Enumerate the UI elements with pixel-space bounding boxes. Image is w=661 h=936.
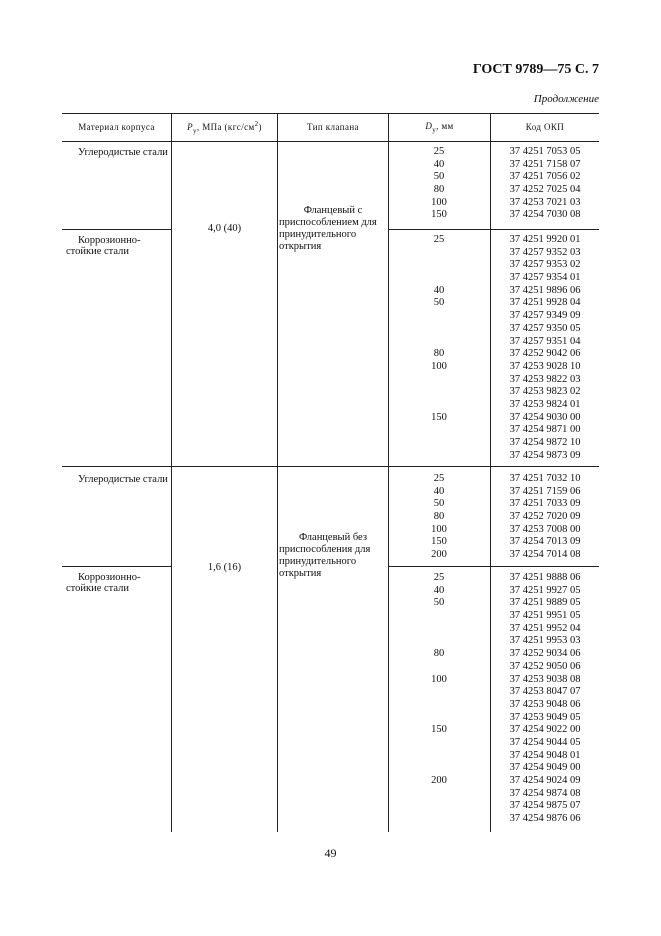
valve-type-1-rest: приспособлением для принудительного открытия bbox=[279, 217, 377, 252]
okp-code: 37 4257 9351 04 bbox=[509, 335, 581, 347]
column-rule-2 bbox=[277, 113, 278, 832]
dn-cell: 80 bbox=[433, 348, 445, 360]
dn-cell: 50 bbox=[433, 171, 445, 183]
continuation-label: Продолжение bbox=[533, 93, 599, 105]
dn-cell: 25 bbox=[433, 572, 445, 583]
dn-cell: 100 bbox=[431, 360, 447, 372]
pressure-value-2: 1,6 (16) bbox=[207, 562, 242, 573]
dn-cell: 150 bbox=[431, 724, 447, 736]
header-valve-type: Тип клапана bbox=[307, 122, 359, 132]
valve-type-1-line1: Фланцевый с bbox=[303, 205, 363, 216]
header-dn bbox=[389, 121, 490, 134]
dn-cell bbox=[388, 437, 490, 450]
dn-cell: 100 bbox=[431, 196, 447, 208]
okp-code: 37 4254 9872 10 bbox=[509, 437, 581, 448]
dn-cell: 200 bbox=[431, 549, 447, 561]
material-stainless-steel-1: Коррозионно-стойкие стали bbox=[66, 235, 141, 257]
material-divider-rule-1-right bbox=[388, 229, 599, 230]
dn-list-2b bbox=[388, 572, 490, 826]
document-header: ГОСТ 9789—75 С. 7 bbox=[472, 62, 599, 77]
material-divider-rule-2-right bbox=[388, 566, 599, 567]
dn-cell bbox=[388, 686, 490, 699]
okp-code: 37 4252 9034 06 bbox=[509, 648, 581, 660]
dn-cell: 150 bbox=[431, 411, 447, 423]
okp-code: 37 4251 7056 02 bbox=[509, 171, 581, 183]
dn-cell: 25 bbox=[433, 473, 445, 484]
page-number: 49 bbox=[324, 846, 337, 860]
okp-code: 37 4257 9352 03 bbox=[509, 246, 581, 258]
dn-cell: 25 bbox=[433, 234, 445, 245]
valve-type-2-rest: приспособления для принудительного открытия bbox=[279, 544, 371, 579]
okp-code: 37 4251 9951 05 bbox=[509, 610, 581, 622]
okp-code: 37 4253 9048 06 bbox=[509, 698, 581, 710]
valve-type-2-line1: Фланцевый без bbox=[299, 532, 367, 543]
okp-code: 37 4254 9022 00 bbox=[509, 724, 581, 736]
dn-cell bbox=[388, 247, 490, 260]
pressure-unit: , МПа (кгс/см bbox=[196, 122, 255, 132]
okp-code: 37 4257 9353 02 bbox=[509, 259, 581, 271]
okp-code: 37 4257 9350 05 bbox=[509, 322, 581, 334]
dn-cell bbox=[388, 813, 490, 826]
okp-code: 37 4254 7030 08 bbox=[509, 209, 581, 221]
okp-code: 37 4254 9871 00 bbox=[509, 424, 581, 436]
dn-cell bbox=[388, 386, 490, 399]
okp-code: 37 4251 7159 06 bbox=[509, 485, 581, 497]
okp-list-2b bbox=[491, 572, 599, 826]
header-okp: Код ОКП bbox=[525, 122, 565, 132]
okp-code: 37 4254 9876 06 bbox=[509, 813, 581, 825]
header-material: Материал корпуса bbox=[78, 122, 155, 132]
dn-cell bbox=[388, 800, 490, 813]
dn-cell bbox=[388, 323, 490, 336]
okp-code: 37 4254 9030 00 bbox=[509, 411, 581, 423]
okp-code: 37 4254 9873 09 bbox=[509, 449, 581, 461]
okp-code: 37 4251 9928 04 bbox=[509, 297, 581, 309]
okp-code: 37 4251 7158 07 bbox=[509, 158, 581, 170]
okp-code: 37 4251 9889 05 bbox=[509, 597, 581, 609]
dn-cell bbox=[388, 712, 490, 725]
okp-code: 37 4251 7033 09 bbox=[509, 498, 581, 510]
dn-cell: 150 bbox=[431, 536, 447, 548]
dn-cell: 100 bbox=[431, 673, 447, 685]
dn-cell: 100 bbox=[431, 523, 447, 535]
okp-code: 37 4251 7032 10 bbox=[509, 473, 581, 484]
okp-code: 37 4253 9049 05 bbox=[509, 711, 581, 723]
okp-code: 37 4254 9874 08 bbox=[509, 787, 581, 799]
dn-list-1b bbox=[388, 234, 490, 462]
okp-code: 37 4251 9927 05 bbox=[509, 584, 581, 596]
dn-cell bbox=[388, 623, 490, 636]
okp-code: 37 4253 9824 01 bbox=[509, 398, 581, 410]
dn-cell: 50 bbox=[433, 498, 445, 510]
okp-code: 37 4254 9044 05 bbox=[509, 736, 581, 748]
okp-code: 37 4252 9050 06 bbox=[509, 660, 581, 672]
header-bottom-rule bbox=[62, 141, 599, 142]
dn-cell: 50 bbox=[433, 597, 445, 609]
dn-cell bbox=[388, 737, 490, 750]
material-divider-rule-2-left bbox=[62, 566, 172, 567]
dn-list-2a bbox=[388, 473, 490, 562]
dn-cell: 40 bbox=[433, 158, 445, 170]
material-divider-rule-1-left bbox=[62, 229, 172, 230]
dn-subscript: у bbox=[432, 125, 437, 134]
material-carbon-steel-1: Углеродистые стали bbox=[78, 147, 168, 158]
dn-cell bbox=[388, 374, 490, 387]
okp-code: 37 4253 7021 03 bbox=[509, 196, 581, 208]
material-carbon-steel-2: Углеродистые стали bbox=[78, 474, 168, 485]
dn-cell: 50 bbox=[433, 297, 445, 309]
okp-code: 37 4254 9024 09 bbox=[509, 775, 581, 786]
dn-cell: 40 bbox=[433, 485, 445, 497]
header-pressure bbox=[172, 120, 277, 135]
dn-cell: 150 bbox=[431, 209, 447, 221]
okp-code: 37 4251 9952 04 bbox=[509, 622, 581, 634]
okp-list-2a bbox=[491, 473, 599, 562]
dn-cell bbox=[388, 661, 490, 674]
dn-cell: 80 bbox=[433, 184, 445, 196]
column-rule-1 bbox=[171, 113, 172, 832]
pressure-superscript: 2 bbox=[254, 120, 259, 128]
dn-cell bbox=[388, 610, 490, 623]
okp-code: 37 4253 9028 10 bbox=[509, 360, 581, 372]
okp-code: 37 4253 9822 03 bbox=[509, 373, 581, 385]
dn-cell bbox=[388, 762, 490, 775]
okp-code: 37 4254 9048 01 bbox=[509, 749, 581, 761]
okp-list-1a bbox=[491, 146, 599, 222]
pressure-value-1: 4,0 (40) bbox=[207, 223, 242, 234]
dn-cell: 40 bbox=[433, 584, 445, 596]
okp-code: 37 4253 7008 00 bbox=[509, 523, 581, 535]
okp-code: 37 4254 9875 07 bbox=[509, 800, 581, 812]
dn-cell: 80 bbox=[433, 648, 445, 660]
dn-cell: 80 bbox=[433, 511, 445, 523]
okp-code: 37 4251 9953 03 bbox=[509, 635, 581, 647]
dn-cell bbox=[388, 450, 490, 463]
dn-cell bbox=[388, 399, 490, 412]
okp-code: 37 4253 9823 02 bbox=[509, 386, 581, 398]
dn-symbol: D bbox=[425, 121, 433, 131]
dn-unit: , мм bbox=[436, 121, 454, 131]
group-divider-rule bbox=[62, 466, 599, 467]
dn-cell bbox=[388, 424, 490, 437]
dn-cell bbox=[388, 699, 490, 712]
okp-code: 37 4253 8047 07 bbox=[509, 686, 581, 698]
okp-code: 37 4254 9049 00 bbox=[509, 762, 581, 774]
okp-code: 37 4251 7053 05 bbox=[509, 146, 581, 157]
okp-code: 37 4257 9354 01 bbox=[509, 272, 581, 284]
valve-type-2 bbox=[279, 532, 387, 580]
okp-code: 37 4252 7020 09 bbox=[509, 511, 581, 523]
valve-type-1 bbox=[279, 205, 387, 253]
okp-code: 37 4251 9888 06 bbox=[509, 572, 581, 583]
okp-code: 37 4252 7025 04 bbox=[509, 184, 581, 196]
okp-code: 37 4254 7014 08 bbox=[509, 549, 581, 561]
dn-cell bbox=[388, 336, 490, 349]
dn-cell bbox=[388, 635, 490, 648]
okp-code: 37 4252 9042 06 bbox=[509, 348, 581, 360]
dn-cell: 40 bbox=[433, 284, 445, 296]
dn-cell: 200 bbox=[431, 775, 447, 786]
okp-code: 37 4251 9920 01 bbox=[509, 234, 581, 245]
material-stainless-steel-2: Коррозионно-стойкие стали bbox=[66, 572, 141, 594]
pressure-subscript: у bbox=[192, 126, 197, 135]
okp-code: 37 4254 7013 09 bbox=[509, 536, 581, 548]
dn-cell bbox=[388, 272, 490, 285]
pressure-symbol: P bbox=[187, 122, 193, 132]
dn-cell bbox=[388, 310, 490, 323]
dn-list-1a bbox=[388, 146, 490, 222]
pressure-close: ) bbox=[258, 122, 262, 132]
dn-cell bbox=[388, 750, 490, 763]
dn-cell bbox=[388, 259, 490, 272]
okp-list-1b bbox=[491, 234, 599, 462]
table-top-rule bbox=[62, 113, 599, 114]
okp-code: 37 4253 9038 08 bbox=[509, 673, 581, 685]
dn-cell: 25 bbox=[433, 146, 445, 157]
dn-cell bbox=[388, 788, 490, 801]
okp-code: 37 4251 9896 06 bbox=[509, 284, 581, 296]
okp-code: 37 4257 9349 09 bbox=[509, 310, 581, 322]
